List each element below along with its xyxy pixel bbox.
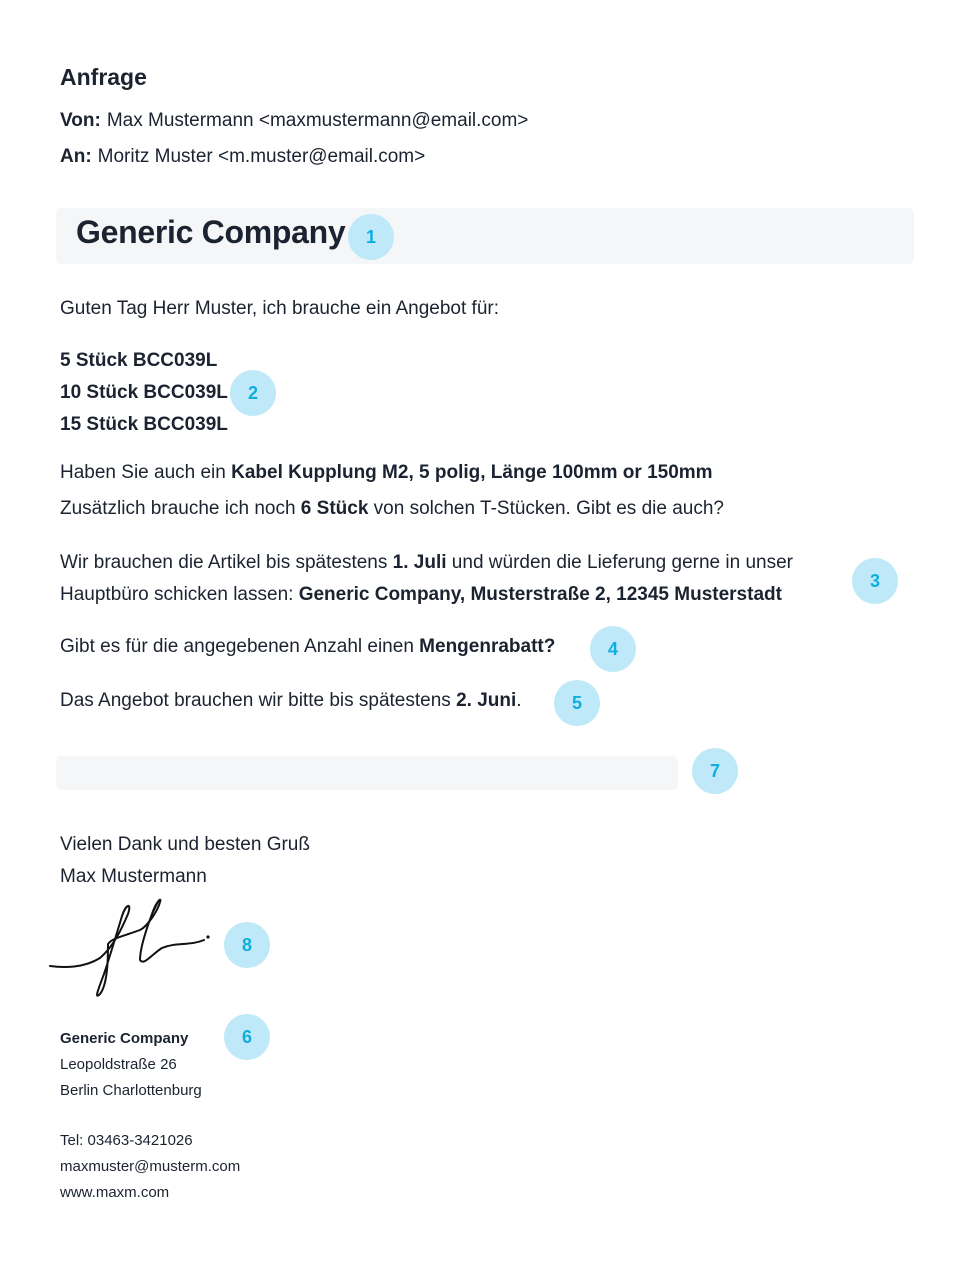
signature-street: Leopoldstraße 26 <box>60 1056 177 1073</box>
cable-prefix: Haben Sie auch ein <box>60 462 232 483</box>
offer-prefix: Das Angebot brauchen wir bitte bis spätestens <box>60 690 457 711</box>
to-line <box>60 146 425 168</box>
extra-suffix: von solchen T-Stücken. Gibt es die auch? <box>368 498 724 519</box>
item-line: 15 Stück BCC039L <box>60 414 228 435</box>
annotation-badge-3: 3 <box>852 558 898 604</box>
delivery-line2-prefix: Hauptbüro schicken lassen: <box>60 584 299 605</box>
annotation-badge-8: 8 <box>224 922 270 968</box>
cable-question <box>60 457 713 489</box>
signature-company: Generic Company <box>60 1030 189 1047</box>
item-line: 10 Stück BCC039L <box>60 382 228 403</box>
sender-name: Max Mustermann <box>60 866 207 887</box>
discount-question <box>60 631 555 663</box>
closing-line: Vielen Dank und besten Gruß <box>60 834 310 855</box>
annotation-badge-7: 7 <box>692 748 738 794</box>
extra-request <box>60 493 724 525</box>
discount-keyword: Mengenrabatt? <box>419 636 556 657</box>
signature-email[interactable]: maxmuster@musterm.com <box>60 1158 241 1175</box>
from-line <box>60 110 528 132</box>
from-label: Von: <box>60 110 101 131</box>
item-line: 5 Stück BCC039L <box>60 350 218 371</box>
delivery-address: Generic Company, Musterstraße 2, 12345 Musterstadt <box>298 584 782 605</box>
annotation-badge-5: 5 <box>554 680 600 726</box>
from-value: Max Mustermann <maxmustermann@email.com> <box>106 110 529 131</box>
offer-deadline <box>60 685 522 717</box>
signature-address-block <box>60 1026 202 1104</box>
delivery-line-2 <box>60 579 782 611</box>
extra-quantity: 6 Stück <box>300 498 369 519</box>
offer-suffix: . <box>516 690 522 711</box>
delivery-prefix: Wir brauchen die Artikel bis spätestens <box>60 552 393 573</box>
delivery-line-1 <box>60 547 793 579</box>
signature-website[interactable]: www.maxm.com <box>60 1184 170 1201</box>
signature-contact-block <box>60 1128 240 1206</box>
to-value: Moritz Muster <m.muster@email.com> <box>97 146 426 167</box>
greeting-text: Guten Tag Herr Muster, ich brauche ein Angebot für: <box>60 298 500 319</box>
delivery-date: 1. Juli <box>392 552 447 573</box>
discount-prefix: Gibt es für die angegebenen Anzahl einen <box>60 636 420 657</box>
email-subject: Anfrage <box>60 64 147 90</box>
handwritten-signature <box>44 896 220 1002</box>
cable-product: Kabel Kupplung M2, 5 polig, Länge 100mm or 150mm <box>231 462 713 483</box>
company-name-heading: Generic Company <box>76 214 346 250</box>
empty-highlight-box <box>56 756 678 790</box>
annotation-badge-2: 2 <box>230 370 276 416</box>
signature-phone: Tel: 03463-3421026 <box>60 1132 193 1149</box>
annotation-badge-1: 1 <box>348 214 394 260</box>
annotation-badge-4: 4 <box>590 626 636 672</box>
delivery-mid: und würden die Lieferung gerne in unser <box>446 552 793 573</box>
signature-city: Berlin Charlottenburg <box>60 1082 202 1099</box>
offer-date: 2. Juni <box>456 690 517 711</box>
extra-prefix: Zusätzlich brauche ich noch <box>60 498 301 519</box>
to-label: An: <box>60 146 92 167</box>
annotation-badge-6: 6 <box>224 1014 270 1060</box>
